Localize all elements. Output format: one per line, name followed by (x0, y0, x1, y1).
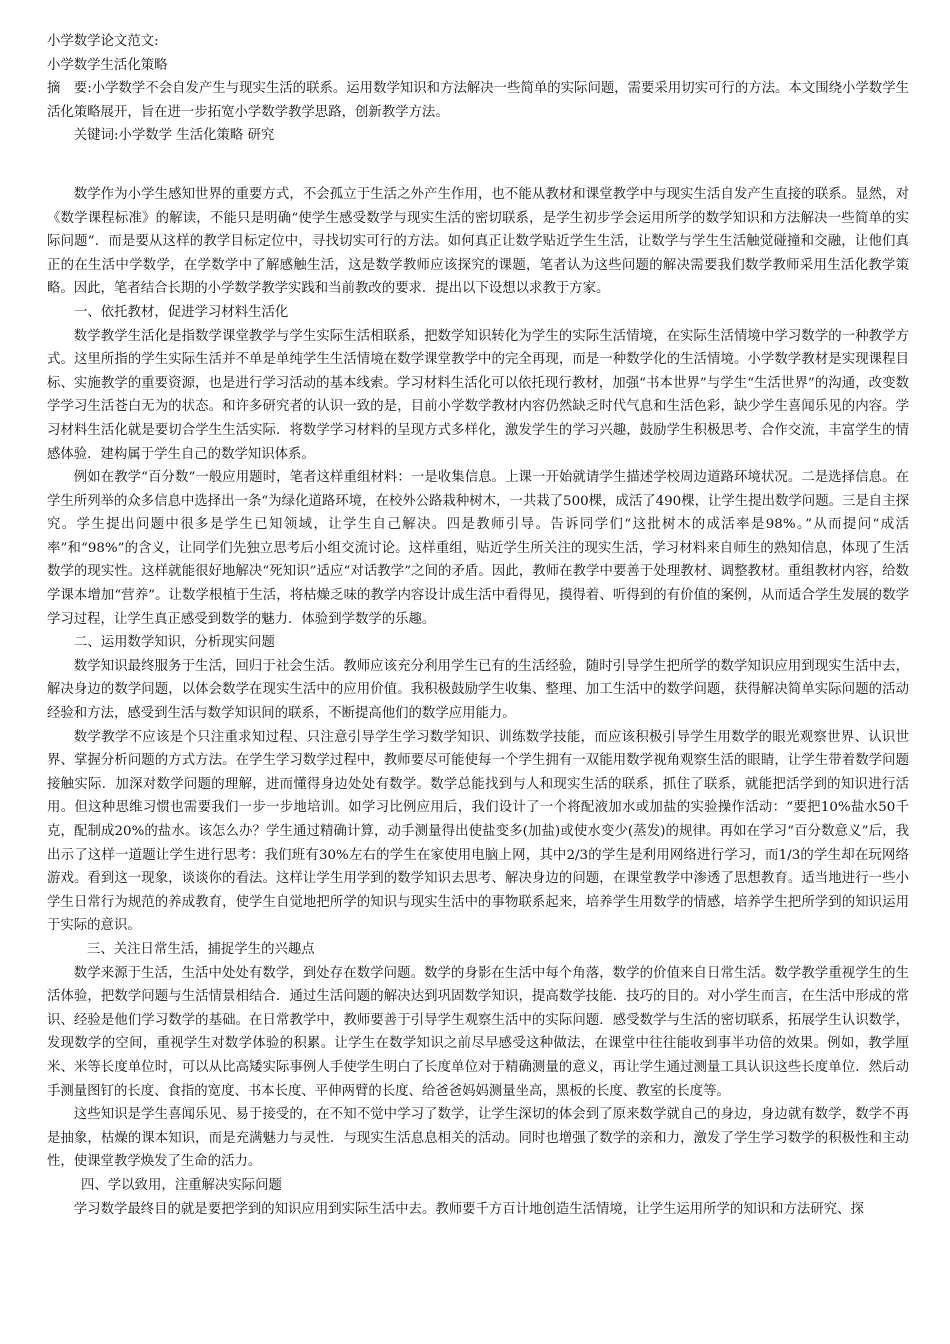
section-heading-1: 一、依托教材，促进学习材料生活化 (74, 304, 289, 320)
section-heading-2: 二、运用数学知识，分析现实问题 (74, 635, 275, 651)
section-4-paragraph-1: 学习数学最终目的就是要把学到的知识应用到实际生活中去。教师要千方百计地创造生活情境，让学生运用所学的知识和方法研究、探 (73, 1201, 864, 1217)
section-heading-4: 四、学以致用，注重解决实际问题 (81, 1177, 282, 1193)
section-2-paragraph-2: 数学教学不应该是个只注重求知过程、只注意引导学生学习数学知识、训练数学技能，而应该积极引导学生用数学的眼光观察世界、认识世界、掌握分析问题的方式方法。在学生学习数学过程中，教师要尽可能使每一个学生拥有一双能用数学视角观察生活的眼睛，让学生带着数学问题接触实际．加深对数学问题的理解，进而懂得身边处处有数学。数学总能找到与人和现实生活的联系，抓住了联系，就能把活学到的知识进行活用。但这种思维习惯也需要我们一步一步地培训。如学习比例应用后，我们设计了一个将配液加水或加盐的实验操作活动：“要把10%盐水50千克，配制成20%的盐水。该怎么办？学生通过精确计算，动手测量得出使盐变多(加盐)或使水变少(蒸发)的规律。再如在学习“百分数意义”后，我出示了这样一道题让学生进行思考：我们班有30%左右的学生在家使用电脑上网，其中2/3的学生是利用网络进行学习，而1/3的学生却在玩网络游戏。看到这一现象，谈谈你的看法。这样让学生用学到的数学知识去思考、解决身边的问题，在课堂教学中渗透了思想教育。适当地进行一些小学生日常行为规范的养成教育，使学生自觉地把所学的知识与现实生活中的事物联系起来，培养学生用数学的情感，培养学生把所学到的知识运用于实际的意识。 (47, 729, 909, 934)
section-2-paragraph-1: 数学知识最终服务于生活，回归于社会生活。教师应该充分利用学生已有的生活经验，随时引导学生把所学的数学知识应用到现实生活中去，解决身边的数学问题，以体会数学在现实生活中的应用价值。我积极鼓励学生收集、整理、加工生活中的数学问题，获得解决简单实际问题的活动经验和方法，感受到生活与数学知识间的联系，不断提高他们的数学应用能力。 (47, 658, 909, 722)
section-heading-3: 三、关注日常生活，捕捉学生的兴趣点 (87, 941, 315, 957)
intro-paragraph: 数学作为小学生感知世界的重要方式，不会孤立于生活之外产生作用，也不能从教材和课堂教学中与现实生活自发产生直接的联系。显然，对《数学课程标准》的解读，不能只是明确“使学生感受数学与现实生活的密切联系，是学生初步学会运用所学的数学知识和方法解决一些简单的实际问题”．而是要从这样的教学目标定位中，寻找切实可行的方法。如何真正让数学贴近学生生活，让数学与学生生活触觉碰撞和交融，让他们真正的在生活中学数学，在学数学中了解感触生活，这是数学教师应该探究的课题，笔者认为这些问题的解决需要我们数学教师采用生活化教学策略。因此，笔者结合长期的小学数学教学实践和当前教改的要求．提出以下设想以求教于方家。 (47, 186, 909, 297)
series-label: 小学数学论文范文: (47, 34, 159, 49)
article-title: 小学数学生活化策略 (47, 57, 168, 73)
section-3-paragraph-2: 这些知识是学生喜闻乐见、易于接受的，在不知不觉中学习了数学，让学生深切的体会到了原来数学就自己的身边，身边就有数学，数学不再是抽象，枯燥的课本知识，而是充满魅力与灵性．与现实生活息息相关的活动。同时也增强了数学的亲和力，激发了学生学习数学的积极性和主动性，使课堂教学焕发了生命的活力。 (47, 1107, 909, 1170)
section-3-paragraph-1: 数学来源于生活，生活中处处有数学，到处存在数学问题。数学的身影在生活中每个角落，数学的价值来自日常生活。数学教学重视学生的生活体验，把数学问题与生活情景相结合．通过生活问题的解决达到巩固数学知识，提高数学技能．技巧的目的。对小学生而言，在生活中形成的常识、经验是他们学习数学的基础。在日常教学中，教师要善于引导学生观察生活中的实际问题．感受数学与生活的密切联系，拓展学生认识数学，发现数学的空间，重视学生对数学体验的积累。让学生在数学知识之前尽早感受这种做法，在课堂中往往能收到事半功倍的效果。例如，教学厘米、米等长度单位时，可以从比高矮实际事例人手使学生明白了长度单位对于精确测量的意义，再让学生通过测量工具认识这些长度单位．然后动手测量图钉的长度、食指的宽度、书本长度、平伸两臂的长度、给爸爸妈妈测量坐高，黑板的长度、教室的长度等。 (47, 965, 909, 1099)
spacer (47, 148, 909, 183)
section-1-paragraph-2: 例如在教学“百分数”一般应用题时，笔者这样重组材料：一是收集信息。上课一开始就请学生描述学校周边道路环境状况。二是选择信息。在学生所列举的众多信息中选择出一条“为绿化道路环境，在校外公路栽种树木，一共栽了500棵，成活了490棵，让学生提出数学问题。三是自主探究。学生提出问题中很多是学生已知领域，让学生自己解决。四是教师引导。告诉同学们“这批树木的成活率是98%。”从而提问“成活率”和“98%”的含义，让同学们先独立思考后小组交流讨论。这样重组，贴近学生所关注的现实生活，学习材料来自师生的熟知信息，体现了生活数学的现实性。这样就能很好地解决“死知识”适应“对话教学”之间的矛盾。因此，教师在教学中要善于处理教材、调整教材。重组教材内容，给数学课本增加“营养”。让数学根植于生活，将枯燥乏味的教学内容设计成生活中看得见，摸得着、听得到的有价值的案例，从而适合学生发展的数学学习过程，让学生真正感受到数学的魅力．体验到学数学的乐趣。 (47, 470, 909, 627)
section-1-paragraph-1: 数学教学生活化是指数学课堂教学与学生实际生活相联系，把数学知识转化为学生的实际生活情境，在实际生活情境中学习数学的一种教学方式。这里所指的学生实际生活并不单是单纯学生生活情境在数学课堂教学中的完全再现，而是一种数学化的生活情境。小学数学教材是实现课程目标、实施教学的重要资源，也是进行学习活动的基本线索。学习材料生活化可以依托现行教材，加强“书本世界”与学生“生活世界”的沟通，改变数学学习生活苍白无为的状态。和许多研究者的认识一致的是，目前小学数学教材内容仍然缺乏时代气息和生活色彩，缺少学生喜闻乐见的内容。学习材料生活化就是要切合学生生活实际．将数学学习材料的呈现方式多样化，激发学生的学习兴趣，鼓励学生积极思考、合作交流，丰富学生的情感体验．建构属于学生自己的数学知识体系。 (47, 328, 909, 462)
document-page (47, 30, 909, 1221)
keywords: 关键词:小学数学 生活化策略 研究 (73, 128, 275, 144)
abstract: 摘 要:小学数学不会自发产生与现实生活的联系。运用数学知识和方法解决一些简单的实际问题，需要采用切实可行的方法。本文围绕小学数学生活化策略展开，旨在进一步拓宽小学数学教学思路，创新教学方法。 (47, 81, 909, 120)
